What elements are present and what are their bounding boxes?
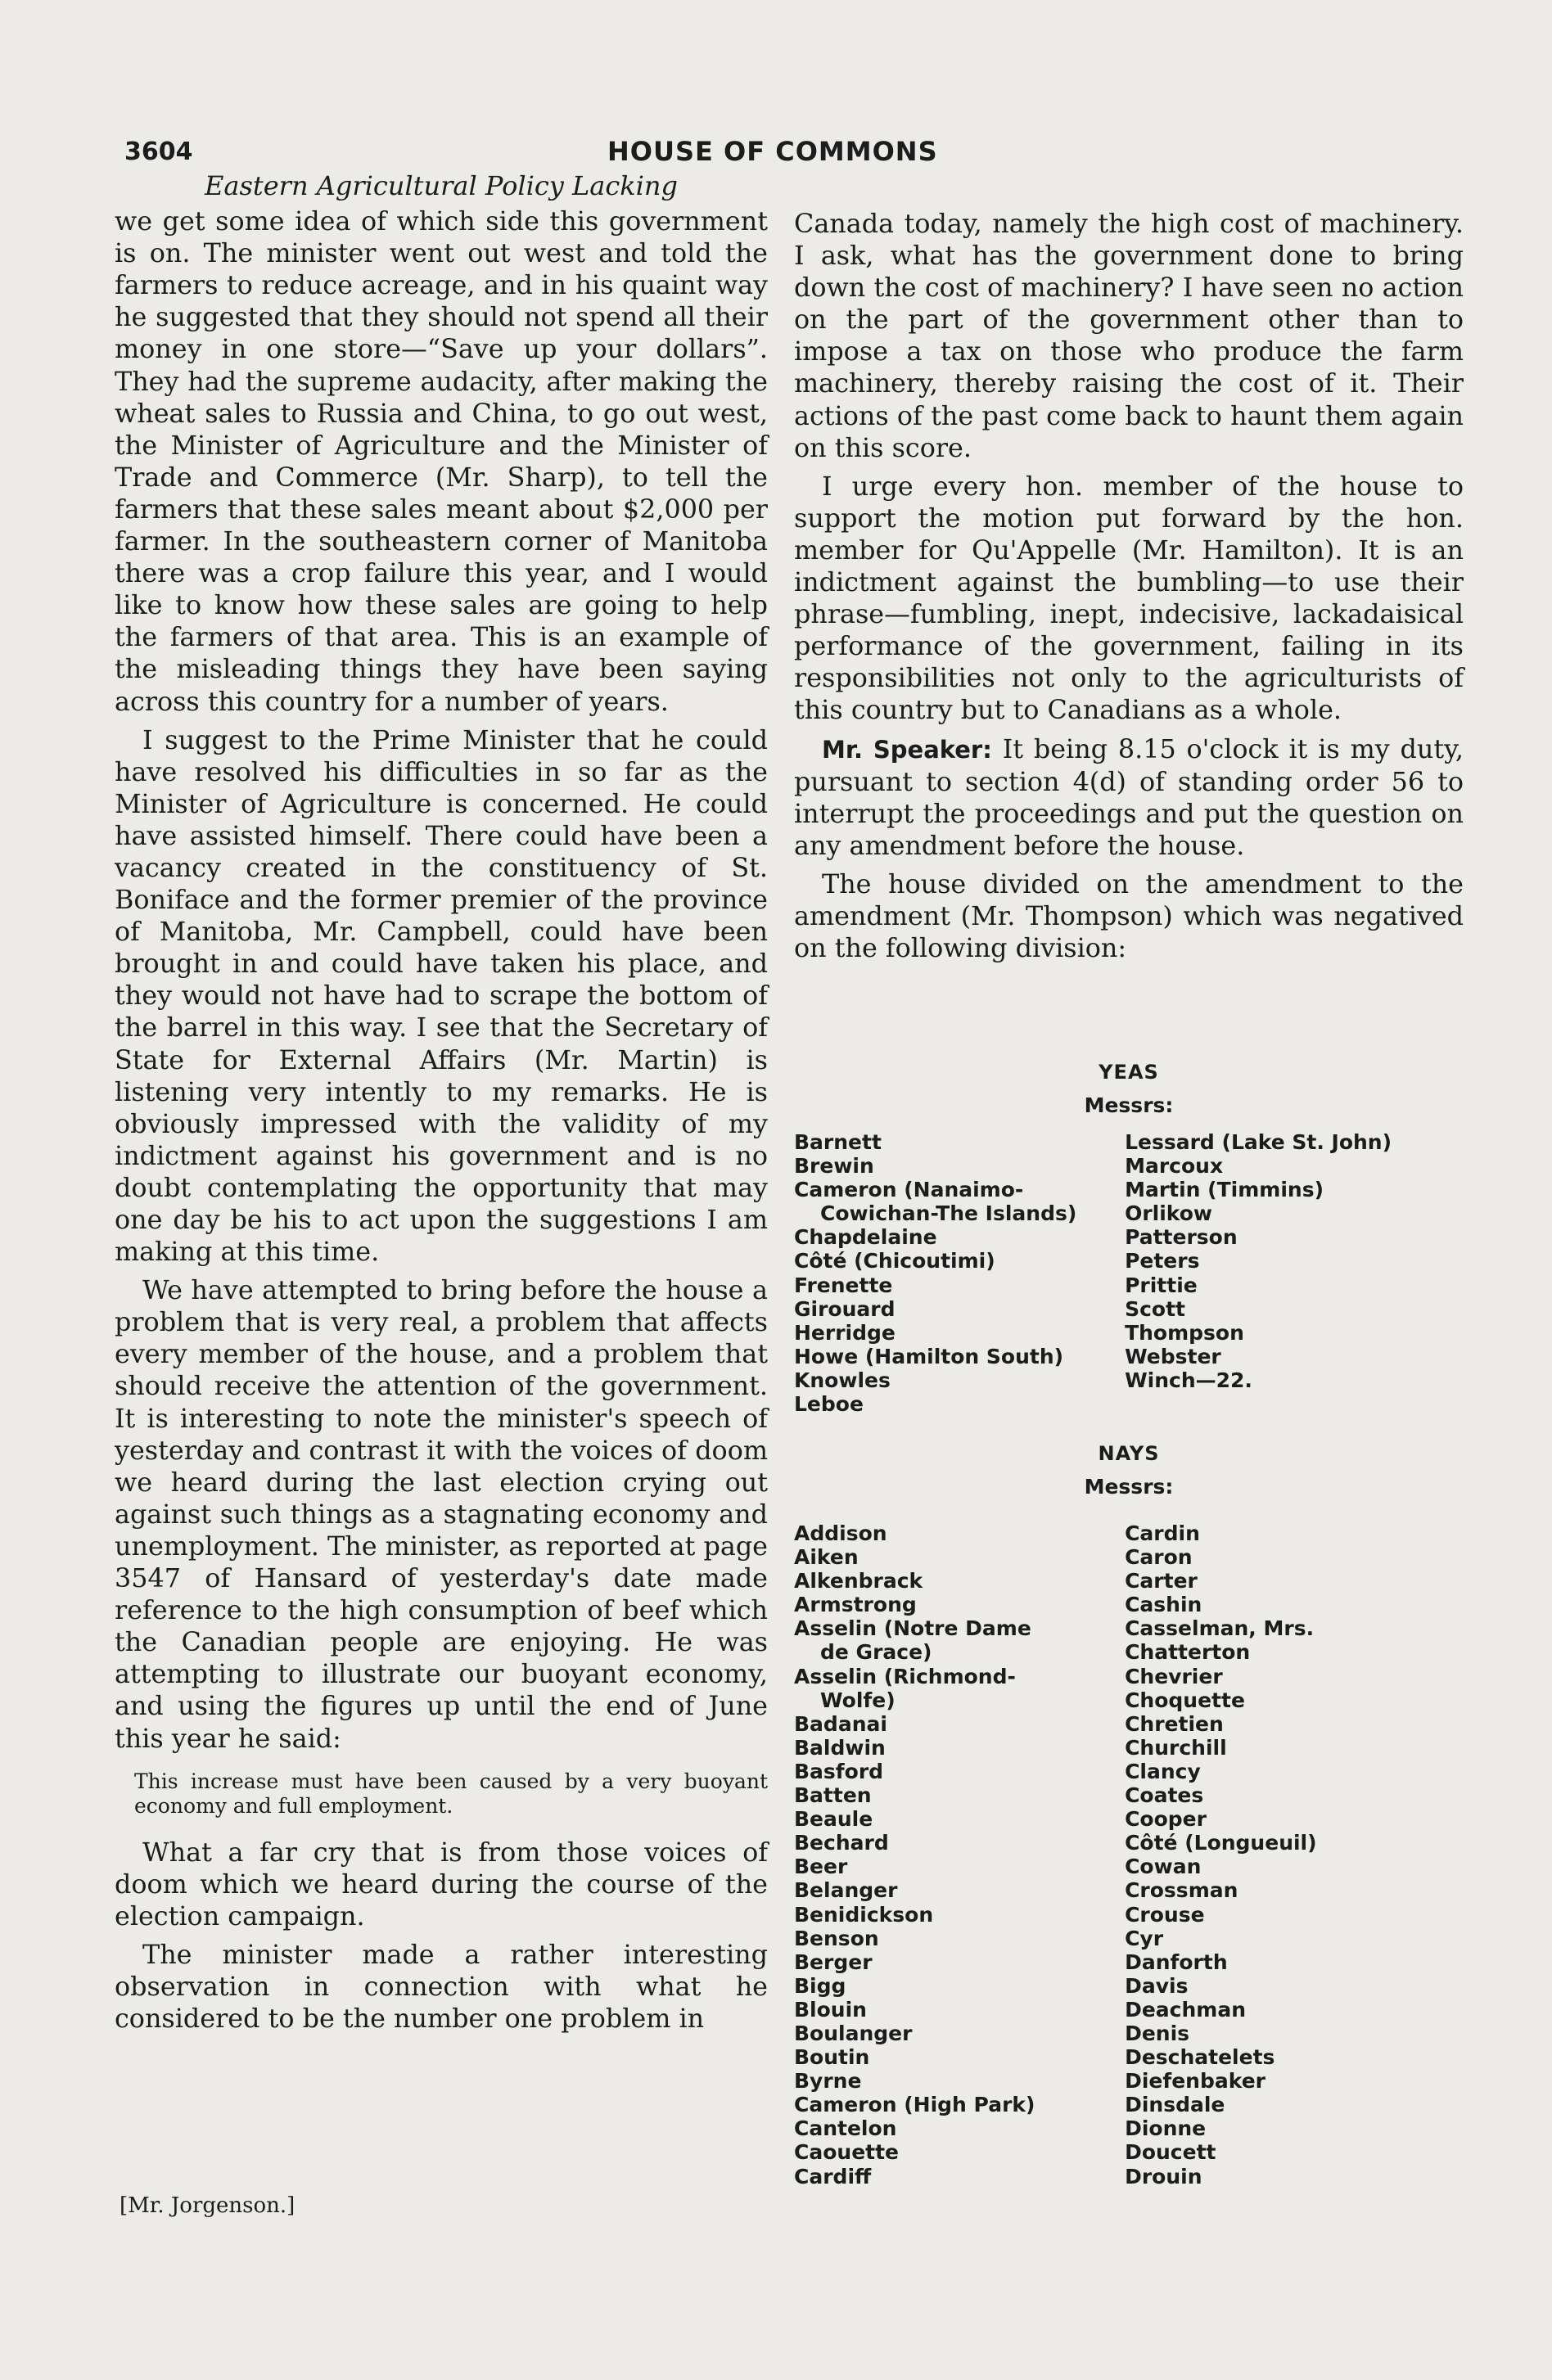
member-name: Chapdelaine (794, 1225, 937, 1250)
member-name: Boutin (794, 2045, 870, 2070)
member-name: Deschatelets (1125, 2045, 1275, 2070)
member-name: Howe (Hamilton South) (794, 1344, 1064, 1368)
nays-division (794, 1442, 1464, 2188)
member-name: Bechard (794, 1831, 889, 1855)
member-name: Davis (1125, 1973, 1189, 1998)
member-name: Deachman (1125, 1997, 1246, 2022)
member-name: Baldwin (794, 1735, 886, 1760)
running-head: HOUSE OF COMMONS (607, 136, 938, 167)
paragraph: I suggest to the Prime Minister that he could have resolved his difficulties in so far as the Minister of Agriculture is concerned. He could have assisted himself. There could have been a vacancy created in the constituency of St. Boniface and the former premier of the province of Manitoba, Mr. Campbell, could have been brought in and could have taken his place, and they would not have had to scrape the bottom of the barrel in this way. I see that the Secretary of State for External Affairs (Mr. Martin) is listening very intently to my remarks. He is obviously impressed with the validity of my indictment against his government and is no doubt contemplating the opportunity that may one day be his to act upon the suggestions I am making at this time. (115, 724, 768, 1268)
member-name: Marcoux (1125, 1154, 1224, 1179)
member-name: Cowan (1125, 1855, 1202, 1879)
paragraph: What a far cry that is from those voices of doom which we heard during the course of the election campaign. (115, 1837, 768, 1931)
speaker-name: Mr. Speaker: (822, 735, 992, 764)
member-name: Casselman, Mrs. (1125, 1616, 1315, 1641)
nays-left-column (794, 1521, 1125, 2188)
member-name: Cooper (1125, 1807, 1207, 1832)
member-name: Herridge (794, 1320, 896, 1345)
yeas-subtitle: Messrs: (1084, 1093, 1174, 1117)
member-name: Orlikow (1125, 1201, 1213, 1226)
member-name: Armstrong (794, 1593, 917, 1617)
yeas-list (794, 1130, 1464, 1416)
member-name: Cantelon (794, 2116, 897, 2141)
member-name: Basford (794, 1759, 884, 1783)
member-name: Beaule (794, 1807, 873, 1832)
speaker-text: It being 8.15 o'clock it is my duty, pursuant to section 4(d) of standing order 56 to interrupt the proceedings and put the question on any amendment before the house. (794, 733, 1464, 861)
member-name: Cashin (1125, 1593, 1202, 1617)
member-name: Cameron (High Park) (794, 2093, 1035, 2117)
member-name: Chevrier (1125, 1664, 1223, 1688)
member-name: Caouette (794, 2140, 900, 2165)
nays-list (794, 1521, 1464, 2188)
block-quote: This increase must have been caused by a very buoyant economy and full employment. (134, 1769, 768, 1818)
member-name: Crouse (1125, 1902, 1205, 1927)
member-name: Prittie (1125, 1273, 1198, 1297)
member-name: Cameron (Nanaimo- (794, 1178, 1024, 1202)
member-name: Danforth (1125, 1950, 1228, 1974)
left-column (115, 170, 768, 2035)
nays-right-column (1125, 1521, 1464, 2188)
paragraph: we get some idea of which side this government is on. The minister went out west and told the farmers to reduce acreage, and in his quaint way he suggested that they should not spend all their money in one store—“Save up your dollars”. They had the supreme audacity, after making the wheat sales to Russia and China, to go out west, the Minister of Agriculture and the Minister of Trade and Commerce (Mr. Sharp), to tell the farmers that these sales meant about $2,000 per farmer. In the southeastern corner of Manitoba there was a crop failure this year, and I would like to know how these sales are going to help the farmers of that area. This is an example of the misleading things they have been saying across this country for a number of years. (115, 206, 768, 717)
member-name: Asselin (Richmond- (794, 1664, 1016, 1688)
member-name: Girouard (794, 1296, 896, 1321)
member-name: Frenette (794, 1273, 893, 1297)
member-name: Benidickson (794, 1902, 934, 1927)
member-name: Drouin (1125, 2164, 1202, 2188)
member-name: Cardin (1125, 1521, 1200, 1545)
member-name: Churchill (1125, 1735, 1227, 1760)
member-name: Patterson (1125, 1225, 1238, 1250)
member-name: Chretien (1125, 1711, 1224, 1736)
yeas-division (794, 1061, 1464, 1416)
paragraph: The minister made a rather interesting observation in connection with what he considered to be the number one problem in (115, 1939, 768, 2035)
member-name: Barnett (794, 1130, 882, 1154)
paragraph: We have attempted to bring before the house a problem that is very real, a problem that affects every member of the house, and a problem that should receive the attention of the government. It is interesting to note the minister's speech of yesterday and contrast it with the voices of doom we heard during the last election crying out against such things as a stagnating economy and unemployment. The minister, as reported at page 3547 of Hansard of yesterday's date made reference to the high consumption of beef which the Canadian people are enjoying. He was attempting to illustrate our buoyant economy, and using the figures up until the end of June this year he said: (115, 1275, 768, 1754)
member-name: Thompson (1125, 1320, 1244, 1345)
page-header (124, 131, 1465, 172)
speaker-footer: [Mr. Jorgenson.] (120, 2193, 296, 2218)
member-name: Byrne (794, 2069, 862, 2094)
member-name: Côté (Chicoutimi) (794, 1249, 995, 1273)
member-name: Caron (1125, 1545, 1193, 1570)
member-name: Alkenbrack (794, 1569, 923, 1593)
member-name: Winch—22. (1125, 1368, 1252, 1392)
member-name: Choquette (1125, 1688, 1245, 1712)
member-name: Clancy (1125, 1759, 1201, 1783)
member-name: Leboe (794, 1392, 864, 1417)
member-name: Boulanger (794, 2021, 913, 2045)
member-name: Asselin (Notre Dame (794, 1616, 1031, 1641)
member-name: Chatterton (1125, 1640, 1251, 1665)
paragraph: I urge every hon. member of the house to support the motion put forward by the hon. member for Qu'Appelle (Mr. Hamilton). It is an indictment against the bumbling—to use their phrase—fumbling, inept, indecisive, lackadaisical performance of the government, failing in its responsibilities not only to the agriculturists of this country but to Canadians as a whole. (794, 471, 1464, 726)
member-name: Doucett (1125, 2140, 1216, 2165)
member-name: Dinsdale (1125, 2093, 1225, 2117)
member-name: Badanai (794, 1711, 887, 1736)
page-number: 3604 (124, 137, 193, 166)
nays-subtitle: Messrs: (1084, 1475, 1174, 1499)
member-name: Aiken (794, 1545, 859, 1570)
member-name: Lessard (Lake St. John) (1125, 1130, 1392, 1154)
section-subhead: Eastern Agricultural Policy Lacking (205, 170, 678, 201)
member-name: Blouin (794, 1997, 867, 2022)
member-name: Denis (1125, 2021, 1190, 2045)
member-name: de Grace) (820, 1640, 932, 1665)
paragraph: Canada today, namely the high cost of machinery. I ask, what has the government done to bring down the cost of machinery? I have seen no action on the part of the government other than to impose a tax on those who produce the farm machinery, thereby raising the cost of it. Their actions of the past come back to haunt them again on this score. (794, 209, 1464, 463)
member-name: Crossman (1125, 1878, 1238, 1903)
member-name: Belanger (794, 1878, 898, 1903)
paragraph: The house divided on the amendment to the amendment (Mr. Thompson) which was negatived on the following division: (794, 868, 1464, 964)
member-name: Batten (794, 1783, 872, 1808)
member-name: Scott (1125, 1296, 1185, 1321)
member-name: Knowles (794, 1368, 891, 1392)
member-name: Cardiff (794, 2164, 872, 2188)
yeas-left-column (794, 1130, 1125, 1416)
member-name: Martin (Timmins) (1125, 1178, 1324, 1202)
member-name: Beer (794, 1855, 848, 1879)
member-name: Webster (1125, 1344, 1221, 1368)
member-name: Addison (794, 1521, 887, 1545)
member-name: Brewin (794, 1154, 874, 1179)
member-name: Cyr (1125, 1926, 1164, 1950)
member-name: Carter (1125, 1569, 1198, 1593)
member-name: Coates (1125, 1783, 1204, 1808)
nays-title: NAYS (1098, 1442, 1160, 1465)
yeas-title: YEAS (1099, 1061, 1159, 1084)
member-name: Benson (794, 1926, 879, 1950)
member-name: Dionne (1125, 2116, 1207, 2141)
yeas-right-column (1125, 1130, 1464, 1416)
member-name: Diefenbaker (1125, 2069, 1266, 2094)
member-name: Côté (Longueuil) (1125, 1831, 1317, 1855)
member-name: Berger (794, 1950, 873, 1974)
member-name: Wolfe) (820, 1688, 896, 1712)
member-name: Peters (1125, 1249, 1200, 1273)
speaker-paragraph (794, 733, 1464, 862)
right-column (794, 208, 1464, 964)
member-name: Cowichan-The Islands) (820, 1201, 1077, 1226)
member-name: Bigg (794, 1973, 846, 1998)
